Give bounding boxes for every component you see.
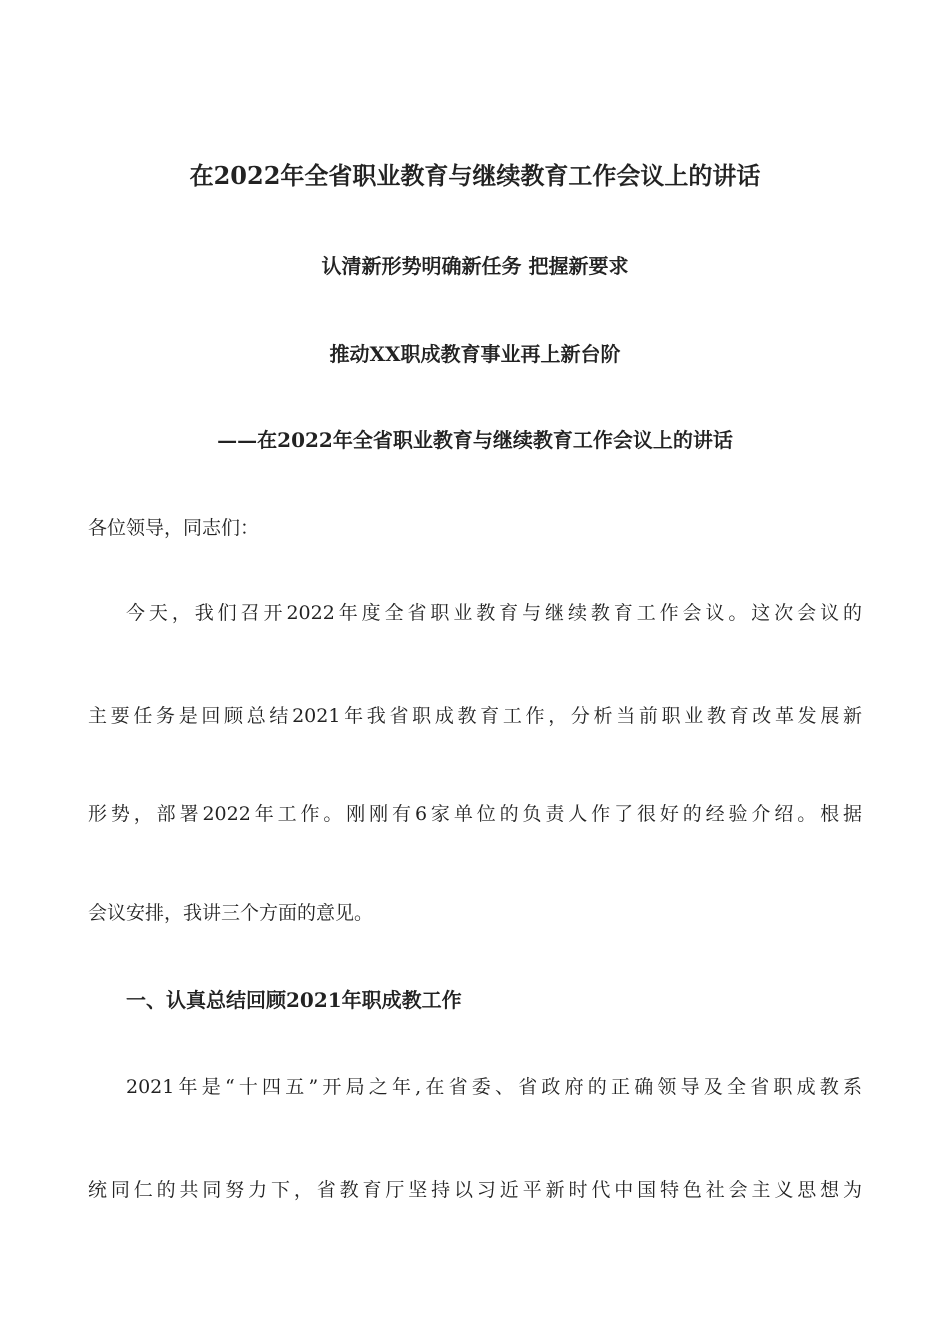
paragraph-1-line-4: 会议安排，我讲三个方面的意见。	[88, 902, 374, 924]
salutation: 各位领导，同志们：	[88, 517, 260, 539]
section-1-heading: 一、认真总结回顾2021年职成教工作	[126, 988, 462, 1012]
paragraph-2-line-2: 统同仁的共同努力下，省教育厅坚持以习近平新时代中国特色社会主义思想为	[88, 1179, 862, 1201]
paragraph-1-line-2: 主要任务是回顾总结2021年我省职成教育工作，分析当前职业教育改革发展新	[88, 705, 862, 727]
subtitle-line-2: 推动XX职成教育事业再上新台阶	[329, 342, 621, 366]
subtitle-line-3: ——在2022年全省职业教育与继续教育工作会议上的讲话	[217, 428, 733, 452]
paragraph-1-line-1: 今天，我们召开2022年度全省职业教育与继续教育工作会议。这次会议的	[126, 602, 862, 624]
paragraph-1-line-3: 形势，部署2022年工作。刚刚有6家单位的负责人作了很好的经验介绍。根据	[88, 803, 862, 825]
paragraph-2-line-1: 2021年是“十四五”开局之年,在省委、省政府的正确领导及全省职成教系	[126, 1076, 862, 1098]
document-title: 在2022年全省职业教育与继续教育工作会议上的讲话	[189, 161, 761, 190]
subtitle-line-1: 认清新形势明确新任务 把握新要求	[321, 254, 629, 278]
